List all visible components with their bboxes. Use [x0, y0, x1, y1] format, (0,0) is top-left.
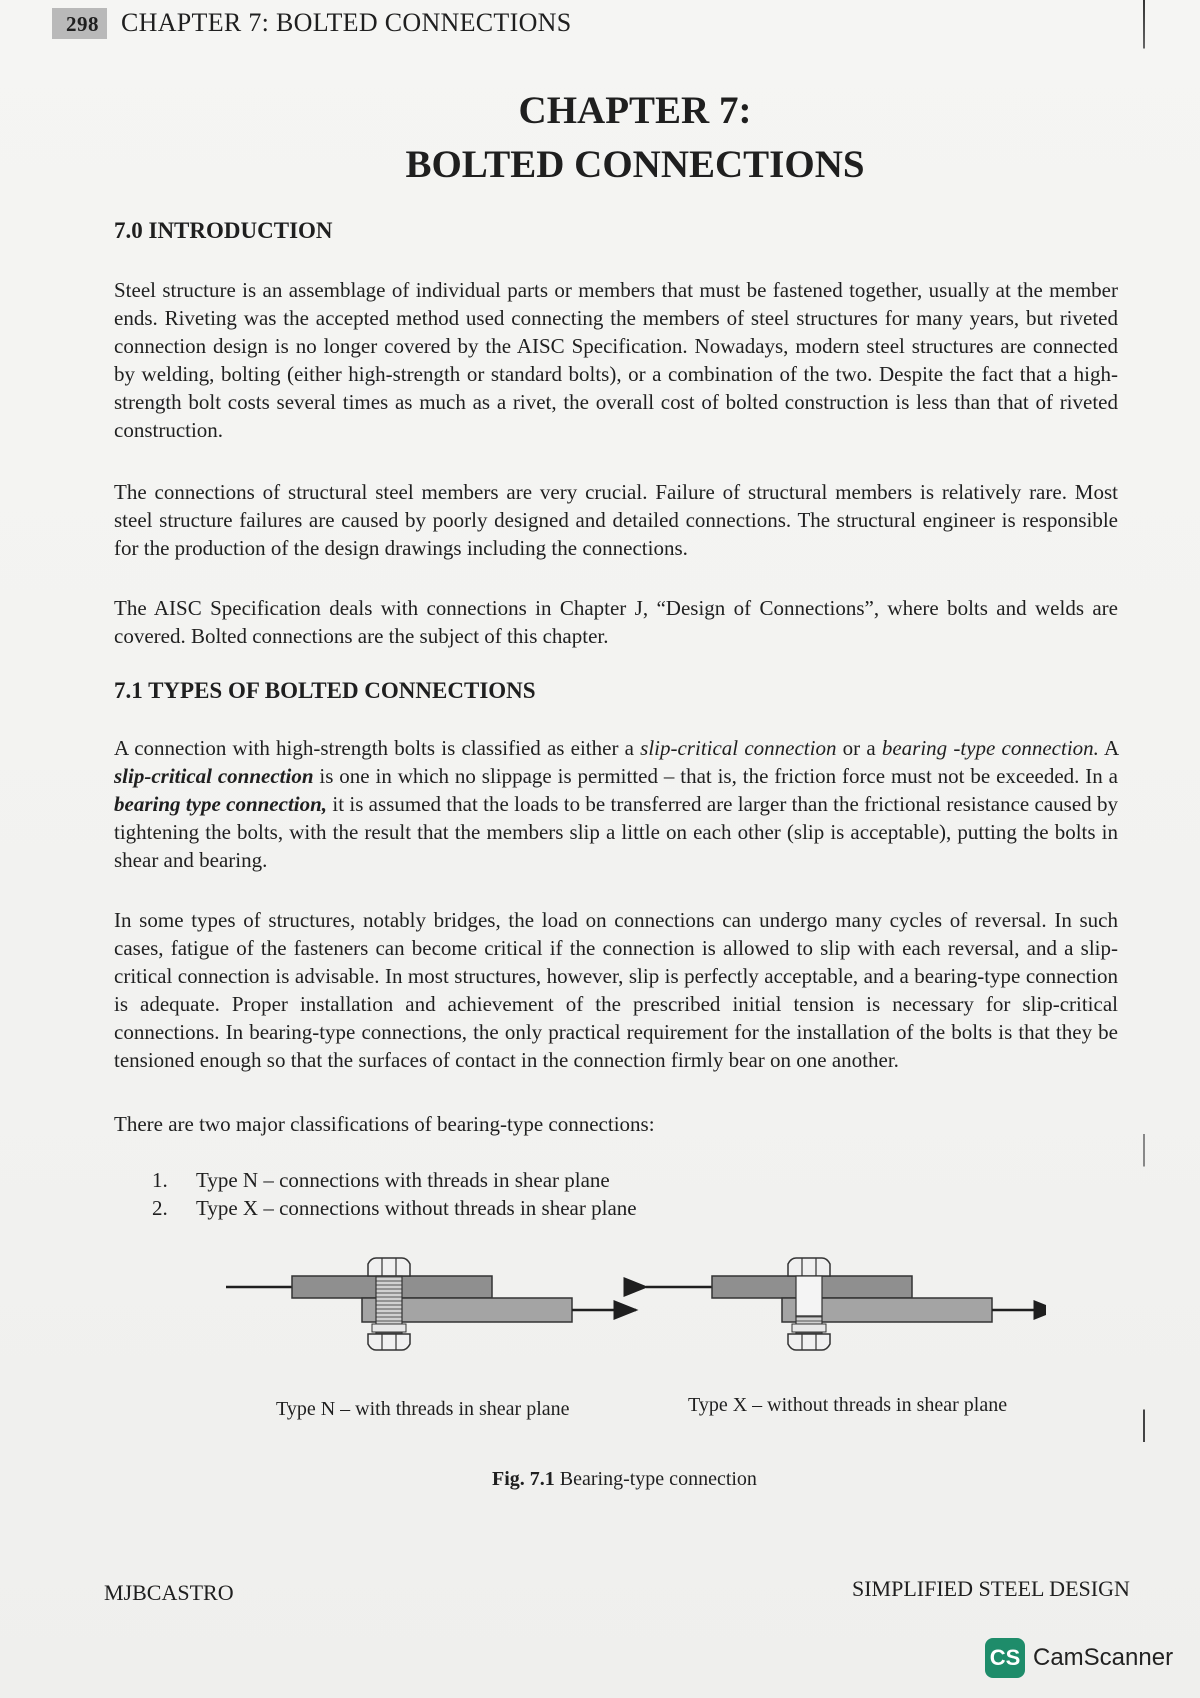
running-title: CHAPTER 7: BOLTED CONNECTIONS	[121, 8, 572, 37]
nut	[788, 1334, 830, 1350]
list-item	[152, 1166, 610, 1194]
paragraph-types-2: In some types of structures, notably bridges, the load on connections can undergo many cycles of reversal. In such cases, fatigue of the fasteners can become critical if the connection is allowed to slip with each reversal, and a slip-critical connection is advisable. In most structures, however, slip is perfectly acceptable, and a bearing-type connection is adequate. Proper installation and achievement of the prescribed initial tension is necessary for slip-critical connections. In bearing-type connections, the only practical requirement for the installation of the bolts is that they be tensioned enough so that the surfaces of contact in the connection firmly bear on one another.	[114, 908, 1118, 1072]
page-number: 298	[52, 8, 107, 39]
bolt-head	[368, 1258, 410, 1276]
figure-bearing-connection	[226, 1252, 1046, 1402]
term-bearing-type: bearing -type connection.	[881, 736, 1099, 760]
bolt-shank-smooth	[796, 1276, 822, 1316]
figure-caption-type-x: Type X – without threads in shear plane	[688, 1394, 1008, 1416]
figure-title-text: Bearing-type connection	[559, 1468, 757, 1490]
footer-author: MJBCASTRO	[104, 1580, 234, 1605]
paragraph-intro-2: The connections of structural steel members are very crucial. Failure of structural members is relatively rare. Most steel structure failures are caused by poorly designed and detailed connections. The structural engineer is responsible for the production of the design drawings including the connections.	[114, 480, 1118, 560]
camscanner-text: CamScanner	[1033, 1644, 1174, 1671]
text-run: or a	[836, 736, 882, 760]
text-run: it is assumed that the loads to be transferred are larger than the frictional resistance caused by tightening the bolts, with the result that the members slip a little on each other (slip is acceptable), putting the bolts in shear and bearing.	[114, 792, 1118, 872]
page-edge-shadow	[1143, 0, 1145, 1620]
list-number: 1.	[152, 1168, 168, 1192]
type-x-diagram	[646, 1258, 1046, 1350]
chapter-title-line2: BOLTED CONNECTIONS	[405, 143, 865, 186]
list-text: Type N – connections with threads in shear plane	[196, 1168, 610, 1192]
washer	[792, 1324, 826, 1332]
figure-caption-type-n: Type N – with threads in shear plane	[276, 1398, 570, 1420]
section-heading-introduction: 7.0 INTRODUCTION	[114, 218, 333, 243]
chapter-title	[300, 84, 970, 192]
list-number: 2.	[152, 1196, 168, 1220]
term-slip-critical: slip-critical connection	[640, 736, 837, 760]
type-n-diagram	[226, 1258, 636, 1350]
paragraph-types-1	[114, 734, 1118, 874]
bolt-head	[788, 1258, 830, 1276]
chapter-title-line1: CHAPTER 7:	[518, 89, 752, 132]
washer	[372, 1324, 406, 1332]
list-text: Type X – connections without threads in shear plane	[196, 1196, 637, 1220]
camscanner-logo: CS	[985, 1638, 1025, 1678]
paragraph-intro-3: The AISC Specification deals with connections in Chapter J, “Design of Connections”, where bolts and welds are covered. Bolted connections are the subject of this chapter.	[114, 596, 1118, 648]
figure-label: Fig. 7.1	[492, 1468, 555, 1490]
term-slip-critical-bold: slip-critical connection	[114, 764, 314, 788]
running-header	[52, 6, 571, 40]
text-run: A	[1098, 736, 1118, 760]
footer-book-title: SIMPLIFIED STEEL DESIGN	[852, 1576, 1130, 1601]
section-heading-types: 7.1 TYPES OF BOLTED CONNECTIONS	[114, 678, 536, 703]
text-run: is one in which no slippage is permitted – that is, the friction force must not be exceeded. In a	[313, 764, 1118, 788]
nut	[368, 1334, 410, 1350]
figure-title	[492, 1468, 757, 1491]
list-item	[152, 1194, 637, 1222]
paragraph-types-3: There are two major classifications of bearing-type connections:	[114, 1112, 655, 1136]
paragraph-intro-1: Steel structure is an assemblage of individual parts or members that must be fastened together, usually at the member ends. Riveting was the accepted method used connecting the members of steel structures for many years, but riveted connection design is no longer covered by the AISC Specification. Nowadays, modern steel structures are connected by welding, bolting (either high-strength or standard bolts), or a combination of the two. Despite the fact that a high-strength bolt costs several times as much as a rivet, the overall cost of bolted construction is less than that of riveted construction.	[114, 278, 1118, 442]
camscanner-watermark	[985, 1638, 1173, 1678]
term-bearing-type-bold: bearing type connection,	[114, 792, 328, 816]
text-run: A connection with high-strength bolts is classified as either a	[114, 736, 641, 760]
